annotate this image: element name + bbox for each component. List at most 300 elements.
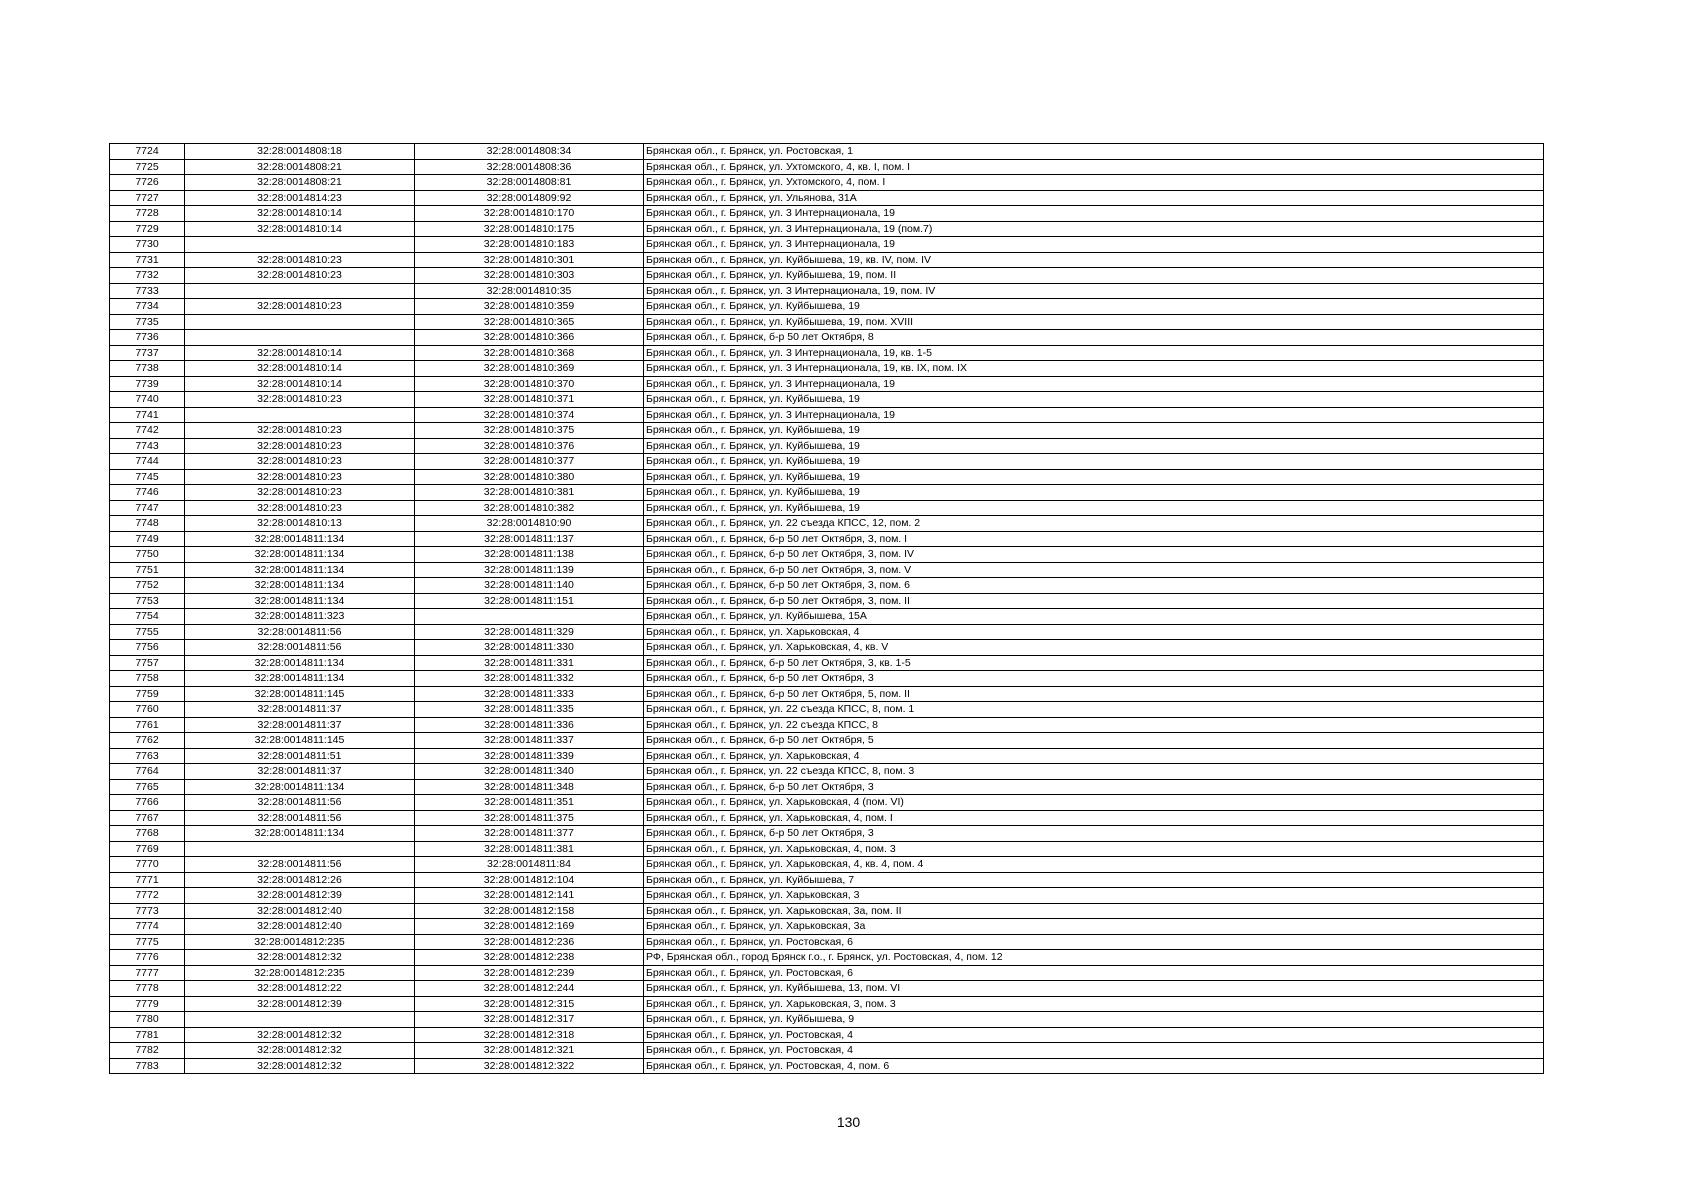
row-number-cell: 7765 [110,779,185,795]
row-number-cell: 7778 [110,981,185,997]
address-cell: Брянская обл., г. Брянск, ул. Куйбышева, 19 [644,438,1544,454]
parent-cadastral-cell: 32:28:0014808:21 [185,175,415,191]
parent-cadastral-cell: 32:28:0014810:14 [185,221,415,237]
address-cell: Брянская обл., г. Брянск, б-р 50 лет Октября, 5, пом. II [644,686,1544,702]
cadastral-number-cell: 32:28:0014811:335 [415,702,644,718]
address-cell: Брянская обл., г. Брянск, ул. Ухтомского, 4, кв. I, пом. I [644,159,1544,175]
address-cell: Брянская обл., г. Брянск, б-р 50 лет Октября, 5 [644,733,1544,749]
row-number-cell: 7777 [110,965,185,981]
parent-cadastral-cell: 32:28:0014810:23 [185,454,415,470]
row-number-cell: 7741 [110,407,185,423]
table-row [110,779,1544,795]
parent-cadastral-cell: 32:28:0014811:145 [185,733,415,749]
table-row [110,175,1544,191]
cadastral-number-cell: 32:28:0014808:34 [415,144,644,160]
row-number-cell: 7774 [110,919,185,935]
address-cell: Брянская обл., г. Брянск, ул. Харьковская, 4 (пом. VI) [644,795,1544,811]
table-row [110,624,1544,640]
address-cell: Брянская обл., г. Брянск, ул. 22 съезда КПСС, 8, пом. 1 [644,702,1544,718]
table-row [110,795,1544,811]
cadastral-number-cell: 32:28:0014812:169 [415,919,644,935]
parent-cadastral-cell: 32:28:0014811:37 [185,702,415,718]
cadastral-number-cell: 32:28:0014811:339 [415,748,644,764]
cadastral-number-cell: 32:28:0014811:138 [415,547,644,563]
cadastral-number-cell: 32:28:0014810:375 [415,423,644,439]
address-cell: Брянская обл., г. Брянск, б-р 50 лет Октября, 3, кв. 1-5 [644,655,1544,671]
parent-cadastral-cell [185,841,415,857]
row-number-cell: 7739 [110,376,185,392]
cadastral-number-cell: 32:28:0014811:329 [415,624,644,640]
row-number-cell: 7763 [110,748,185,764]
cadastral-number-cell: 32:28:0014810:370 [415,376,644,392]
table-row [110,1012,1544,1028]
cadastral-number-cell: 32:28:0014812:244 [415,981,644,997]
address-cell: Брянская обл., г. Брянск, ул. Куйбышева, 19 [644,500,1544,516]
address-cell: Брянская обл., г. Брянск, ул. 22 съезда КПСС, 8, пом. 3 [644,764,1544,780]
table-row [110,810,1544,826]
row-number-cell: 7737 [110,345,185,361]
table-row [110,826,1544,842]
address-cell: Брянская обл., г. Брянск, ул. 22 съезда КПСС, 12, пом. 2 [644,516,1544,532]
cadastral-number-cell: 32:28:0014810:35 [415,283,644,299]
table-row [110,562,1544,578]
parent-cadastral-cell: 32:28:0014812:39 [185,996,415,1012]
cadastral-number-cell: 32:28:0014811:381 [415,841,644,857]
table-row [110,702,1544,718]
row-number-cell: 7750 [110,547,185,563]
row-number-cell: 7756 [110,640,185,656]
address-cell: Брянская обл., г. Брянск, ул. Ухтомского, 4, пом. I [644,175,1544,191]
address-cell: Брянская обл., г. Брянск, ул. Ростовская, 4 [644,1043,1544,1059]
address-cell: Брянская обл., г. Брянск, б-р 50 лет Октября, 3, пом. IV [644,547,1544,563]
cadastral-number-cell: 32:28:0014812:321 [415,1043,644,1059]
address-cell: Брянская обл., г. Брянск, ул. Куйбышева, 19, кв. IV, пом. IV [644,252,1544,268]
row-number-cell: 7740 [110,392,185,408]
table-row [110,841,1544,857]
table-row [110,1058,1544,1074]
registry-table-body [110,144,1544,1074]
parent-cadastral-cell: 32:28:0014810:23 [185,438,415,454]
cadastral-number-cell: 32:28:0014811:140 [415,578,644,594]
cadastral-number-cell: 32:28:0014810:368 [415,345,644,361]
row-number-cell: 7782 [110,1043,185,1059]
cadastral-number-cell: 32:28:0014809:92 [415,190,644,206]
row-number-cell: 7769 [110,841,185,857]
address-cell: Брянская обл., г. Брянск, б-р 50 лет Октября, 8 [644,330,1544,346]
address-cell: Брянская обл., г. Брянск, ул. Куйбышева, 19, пом. II [644,268,1544,284]
cadastral-number-cell: 32:28:0014810:369 [415,361,644,377]
parent-cadastral-cell: 32:28:0014811:56 [185,624,415,640]
parent-cadastral-cell: 32:28:0014811:134 [185,671,415,687]
parent-cadastral-cell: 32:28:0014810:14 [185,206,415,222]
parent-cadastral-cell: 32:28:0014811:134 [185,531,415,547]
table-row [110,299,1544,315]
table-row [110,206,1544,222]
cadastral-number-cell: 32:28:0014812:318 [415,1027,644,1043]
parent-cadastral-cell: 32:28:0014810:23 [185,299,415,315]
address-cell: Брянская обл., г. Брянск, ул. Харьковская, 3, пом. 3 [644,996,1544,1012]
address-cell: Брянская обл., г. Брянск, ул. Ростовская, 6 [644,934,1544,950]
cadastral-number-cell: 32:28:0014811:336 [415,717,644,733]
address-cell: Брянская обл., г. Брянск, ул. Куйбышева, 9 [644,1012,1544,1028]
row-number-cell: 7744 [110,454,185,470]
row-number-cell: 7738 [110,361,185,377]
parent-cadastral-cell: 32:28:0014812:32 [185,1043,415,1059]
table-row [110,516,1544,532]
row-number-cell: 7767 [110,810,185,826]
table-row [110,764,1544,780]
row-number-cell: 7729 [110,221,185,237]
row-number-cell: 7743 [110,438,185,454]
cadastral-number-cell: 32:28:0014810:371 [415,392,644,408]
parent-cadastral-cell: 32:28:0014811:51 [185,748,415,764]
address-cell: Брянская обл., г. Брянск, ул. Ростовская, 1 [644,144,1544,160]
table-row [110,996,1544,1012]
table-row [110,609,1544,625]
address-cell: Брянская обл., г. Брянск, ул. Куйбышева, 7 [644,872,1544,888]
cadastral-number-cell: 32:28:0014811:340 [415,764,644,780]
row-number-cell: 7773 [110,903,185,919]
parent-cadastral-cell: 32:28:0014808:18 [185,144,415,160]
cadastral-number-cell: 32:28:0014812:239 [415,965,644,981]
table-row [110,376,1544,392]
table-row [110,857,1544,873]
table-row [110,733,1544,749]
table-row [110,919,1544,935]
address-cell: Брянская обл., г. Брянск, ул. Харьковская, 3 [644,888,1544,904]
address-cell: Брянская обл., г. Брянск, б-р 50 лет Октября, 3 [644,671,1544,687]
row-number-cell: 7754 [110,609,185,625]
table-row [110,640,1544,656]
parent-cadastral-cell: 32:28:0014808:21 [185,159,415,175]
cadastral-number-cell: 32:28:0014810:303 [415,268,644,284]
address-cell: Брянская обл., г. Брянск, ул. 22 съезда КПСС, 8 [644,717,1544,733]
table-row [110,392,1544,408]
cadastral-number-cell: 32:28:0014810:90 [415,516,644,532]
address-cell: Брянская обл., г. Брянск, б-р 50 лет Октября, 3, пом. 6 [644,578,1544,594]
parent-cadastral-cell: 32:28:0014810:13 [185,516,415,532]
parent-cadastral-cell: 32:28:0014812:32 [185,1058,415,1074]
address-cell: Брянская обл., г. Брянск, ул. Куйбышева, 19 [644,454,1544,470]
cadastral-number-cell: 32:28:0014812:317 [415,1012,644,1028]
table-row [110,655,1544,671]
table-row [110,144,1544,160]
parent-cadastral-cell: 32:28:0014814:23 [185,190,415,206]
table-row [110,314,1544,330]
cadastral-number-cell: 32:28:0014810:381 [415,485,644,501]
parent-cadastral-cell: 32:28:0014811:145 [185,686,415,702]
cadastral-number-cell: 32:28:0014808:81 [415,175,644,191]
parent-cadastral-cell: 32:28:0014811:134 [185,826,415,842]
table-row [110,903,1544,919]
row-number-cell: 7775 [110,934,185,950]
table-row [110,748,1544,764]
cadastral-number-cell: 32:28:0014810:359 [415,299,644,315]
parent-cadastral-cell: 32:28:0014810:23 [185,392,415,408]
parent-cadastral-cell: 32:28:0014811:134 [185,655,415,671]
cadastral-number-cell: 32:28:0014811:333 [415,686,644,702]
row-number-cell: 7783 [110,1058,185,1074]
row-number-cell: 7755 [110,624,185,640]
cadastral-number-cell: 32:28:0014808:36 [415,159,644,175]
address-cell: Брянская обл., г. Брянск, ул. 3 Интернационала, 19 [644,376,1544,392]
table-row [110,361,1544,377]
parent-cadastral-cell: 32:28:0014811:56 [185,810,415,826]
parent-cadastral-cell: 32:28:0014811:134 [185,547,415,563]
row-number-cell: 7761 [110,717,185,733]
address-cell: Брянская обл., г. Брянск, ул. Харьковская, 4 [644,748,1544,764]
table-row [110,578,1544,594]
page-number: 130 [836,1114,861,1130]
row-number-cell: 7747 [110,500,185,516]
parent-cadastral-cell: 32:28:0014811:37 [185,717,415,733]
table-row [110,1043,1544,1059]
address-cell: Брянская обл., г. Брянск, ул. Ростовская, 6 [644,965,1544,981]
table-row [110,159,1544,175]
row-number-cell: 7748 [110,516,185,532]
address-cell: Брянская обл., г. Брянск, ул. Куйбышева, 19 [644,423,1544,439]
parent-cadastral-cell: 32:28:0014812:40 [185,919,415,935]
parent-cadastral-cell: 32:28:0014810:23 [185,423,415,439]
table-row [110,221,1544,237]
cadastral-number-cell: 32:28:0014811:139 [415,562,644,578]
cadastral-number-cell: 32:28:0014810:301 [415,252,644,268]
table-row [110,469,1544,485]
cadastral-number-cell [415,609,644,625]
row-number-cell: 7732 [110,268,185,284]
row-number-cell: 7779 [110,996,185,1012]
row-number-cell: 7753 [110,593,185,609]
cadastral-number-cell: 32:28:0014810:374 [415,407,644,423]
cadastral-number-cell: 32:28:0014811:330 [415,640,644,656]
row-number-cell: 7762 [110,733,185,749]
row-number-cell: 7751 [110,562,185,578]
table-row [110,531,1544,547]
address-cell: Брянская обл., г. Брянск, ул. 3 Интернационала, 19, кв. IX, пом. IX [644,361,1544,377]
parent-cadastral-cell: 32:28:0014810:23 [185,485,415,501]
address-cell: Брянская обл., г. Брянск, ул. Ростовская, 4, пом. 6 [644,1058,1544,1074]
row-number-cell: 7736 [110,330,185,346]
cadastral-number-cell: 32:28:0014812:322 [415,1058,644,1074]
address-cell: Брянская обл., г. Брянск, ул. Харьковская, 3а [644,919,1544,935]
parent-cadastral-cell: 32:28:0014811:323 [185,609,415,625]
address-cell: Брянская обл., г. Брянск, ул. 3 Интернационала, 19 (пом.7) [644,221,1544,237]
table-row [110,190,1544,206]
parent-cadastral-cell: 32:28:0014811:134 [185,779,415,795]
cadastral-number-cell: 32:28:0014811:348 [415,779,644,795]
row-number-cell: 7768 [110,826,185,842]
parent-cadastral-cell [185,407,415,423]
cadastral-number-cell: 32:28:0014811:375 [415,810,644,826]
parent-cadastral-cell: 32:28:0014811:56 [185,857,415,873]
row-number-cell: 7726 [110,175,185,191]
row-number-cell: 7742 [110,423,185,439]
parent-cadastral-cell: 32:28:0014812:32 [185,950,415,966]
address-cell: Брянская обл., г. Брянск, ул. Куйбышева, 19 [644,485,1544,501]
table-row [110,423,1544,439]
row-number-cell: 7725 [110,159,185,175]
row-number-cell: 7749 [110,531,185,547]
address-cell: Брянская обл., г. Брянск, ул. Куйбышева, 19 [644,392,1544,408]
parent-cadastral-cell: 32:28:0014811:37 [185,764,415,780]
table-row [110,500,1544,516]
address-cell: Брянская обл., г. Брянск, ул. Харьковская, 3а, пом. II [644,903,1544,919]
parent-cadastral-cell: 32:28:0014810:23 [185,469,415,485]
row-number-cell: 7770 [110,857,185,873]
row-number-cell: 7780 [110,1012,185,1028]
address-cell: Брянская обл., г. Брянск, ул. 3 Интернационала, 19 [644,237,1544,253]
table-row [110,237,1544,253]
parent-cadastral-cell: 32:28:0014812:235 [185,934,415,950]
row-number-cell: 7760 [110,702,185,718]
row-number-cell: 7733 [110,283,185,299]
address-cell: Брянская обл., г. Брянск, б-р 50 лет Октября, 3 [644,826,1544,842]
table-row [110,593,1544,609]
table-row [110,1027,1544,1043]
cadastral-number-cell: 32:28:0014811:84 [415,857,644,873]
table-row [110,965,1544,981]
parent-cadastral-cell: 32:28:0014811:56 [185,795,415,811]
row-number-cell: 7772 [110,888,185,904]
row-number-cell: 7728 [110,206,185,222]
table-row [110,485,1544,501]
registry-table [109,143,1544,1074]
table-row [110,686,1544,702]
cadastral-number-cell: 32:28:0014811:332 [415,671,644,687]
address-cell: Брянская обл., г. Брянск, ул. 3 Интернационала, 19, пом. IV [644,283,1544,299]
parent-cadastral-cell [185,237,415,253]
row-number-cell: 7776 [110,950,185,966]
cadastral-number-cell: 32:28:0014810:170 [415,206,644,222]
row-number-cell: 7781 [110,1027,185,1043]
cadastral-number-cell: 32:28:0014812:158 [415,903,644,919]
address-cell: Брянская обл., г. Брянск, ул. Харьковская, 4, кв. V [644,640,1544,656]
address-cell: Брянская обл., г. Брянск, ул. Куйбышева, 19 [644,299,1544,315]
address-cell: Брянская обл., г. Брянск, ул. 3 Интернационала, 19 [644,407,1544,423]
parent-cadastral-cell: 32:28:0014811:134 [185,593,415,609]
parent-cadastral-cell: 32:28:0014812:39 [185,888,415,904]
parent-cadastral-cell: 32:28:0014810:23 [185,500,415,516]
address-cell: Брянская обл., г. Брянск, ул. Харьковская, 4, пом. 3 [644,841,1544,857]
cadastral-number-cell: 32:28:0014811:151 [415,593,644,609]
address-cell: Брянская обл., г. Брянск, ул. 3 Интернационала, 19 [644,206,1544,222]
table-row [110,407,1544,423]
address-cell: Брянская обл., г. Брянск, ул. Харьковская, 4 [644,624,1544,640]
cadastral-number-cell: 32:28:0014810:380 [415,469,644,485]
row-number-cell: 7758 [110,671,185,687]
row-number-cell: 7771 [110,872,185,888]
table-row [110,888,1544,904]
table-row [110,950,1544,966]
cadastral-number-cell: 32:28:0014811:137 [415,531,644,547]
cadastral-number-cell: 32:28:0014812:141 [415,888,644,904]
table-row [110,717,1544,733]
table-row [110,934,1544,950]
address-cell: Брянская обл., г. Брянск, ул. Куйбышева, 15А [644,609,1544,625]
table-row [110,268,1544,284]
parent-cadastral-cell [185,330,415,346]
address-cell: Брянская обл., г. Брянск, б-р 50 лет Октября, 3, пом. II [644,593,1544,609]
table-row [110,438,1544,454]
parent-cadastral-cell: 32:28:0014812:22 [185,981,415,997]
parent-cadastral-cell: 32:28:0014812:32 [185,1027,415,1043]
table-row [110,330,1544,346]
address-cell: Брянская обл., г. Брянск, ул. Куйбышева, 19 [644,469,1544,485]
parent-cadastral-cell: 32:28:0014810:23 [185,252,415,268]
row-number-cell: 7766 [110,795,185,811]
cadastral-number-cell: 32:28:0014811:337 [415,733,644,749]
address-cell: Брянская обл., г. Брянск, ул. Харьковская, 4, пом. I [644,810,1544,826]
row-number-cell: 7745 [110,469,185,485]
table-row [110,454,1544,470]
cadastral-number-cell: 32:28:0014810:382 [415,500,644,516]
address-cell: Брянская обл., г. Брянск, ул. 3 Интернационала, 19, кв. 1-5 [644,345,1544,361]
parent-cadastral-cell: 32:28:0014812:40 [185,903,415,919]
address-cell: Брянская обл., г. Брянск, ул. Куйбышева, 19, пом. XVIII [644,314,1544,330]
cadastral-number-cell: 32:28:0014810:376 [415,438,644,454]
parent-cadastral-cell: 32:28:0014810:23 [185,268,415,284]
cadastral-number-cell: 32:28:0014810:183 [415,237,644,253]
row-number-cell: 7730 [110,237,185,253]
table-row [110,283,1544,299]
row-number-cell: 7724 [110,144,185,160]
cadastral-number-cell: 32:28:0014810:365 [415,314,644,330]
cadastral-number-cell: 32:28:0014812:236 [415,934,644,950]
cadastral-number-cell: 32:28:0014811:351 [415,795,644,811]
row-number-cell: 7752 [110,578,185,594]
row-number-cell: 7734 [110,299,185,315]
cadastral-number-cell: 32:28:0014811:377 [415,826,644,842]
parent-cadastral-cell: 32:28:0014811:134 [185,562,415,578]
parent-cadastral-cell: 32:28:0014810:14 [185,345,415,361]
address-cell: Брянская обл., г. Брянск, ул. Ростовская, 4 [644,1027,1544,1043]
row-number-cell: 7731 [110,252,185,268]
parent-cadastral-cell: 32:28:0014811:134 [185,578,415,594]
row-number-cell: 7764 [110,764,185,780]
address-cell: Брянская обл., г. Брянск, ул. Куйбышева, 13, пом. VI [644,981,1544,997]
cadastral-number-cell: 32:28:0014811:331 [415,655,644,671]
address-cell: Брянская обл., г. Брянск, б-р 50 лет Октября, 3 [644,779,1544,795]
table-row [110,872,1544,888]
table-row [110,671,1544,687]
parent-cadastral-cell [185,283,415,299]
parent-cadastral-cell: 32:28:0014812:235 [185,965,415,981]
table-row [110,547,1544,563]
address-cell: Брянская обл., г. Брянск, б-р 50 лет Октября, 3, пом. I [644,531,1544,547]
address-cell: Брянская обл., г. Брянск, ул. Харьковская, 4, кв. 4, пом. 4 [644,857,1544,873]
row-number-cell: 7735 [110,314,185,330]
row-number-cell: 7757 [110,655,185,671]
cadastral-number-cell: 32:28:0014810:366 [415,330,644,346]
address-cell: РФ, Брянская обл., город Брянск г.о., г. Брянск, ул. Ростовская, 4, пом. 12 [644,950,1544,966]
address-cell: Брянская обл., г. Брянск, б-р 50 лет Октября, 3, пом. V [644,562,1544,578]
cadastral-number-cell: 32:28:0014812:104 [415,872,644,888]
address-cell: Брянская обл., г. Брянск, ул. Ульянова, 31А [644,190,1544,206]
table-row [110,252,1544,268]
row-number-cell: 7759 [110,686,185,702]
table-row [110,981,1544,997]
parent-cadastral-cell: 32:28:0014810:14 [185,376,415,392]
table-row [110,345,1544,361]
parent-cadastral-cell [185,1012,415,1028]
cadastral-number-cell: 32:28:0014812:238 [415,950,644,966]
parent-cadastral-cell: 32:28:0014811:56 [185,640,415,656]
row-number-cell: 7746 [110,485,185,501]
parent-cadastral-cell [185,314,415,330]
cadastral-number-cell: 32:28:0014810:175 [415,221,644,237]
cadastral-number-cell: 32:28:0014810:377 [415,454,644,470]
parent-cadastral-cell: 32:28:0014812:26 [185,872,415,888]
